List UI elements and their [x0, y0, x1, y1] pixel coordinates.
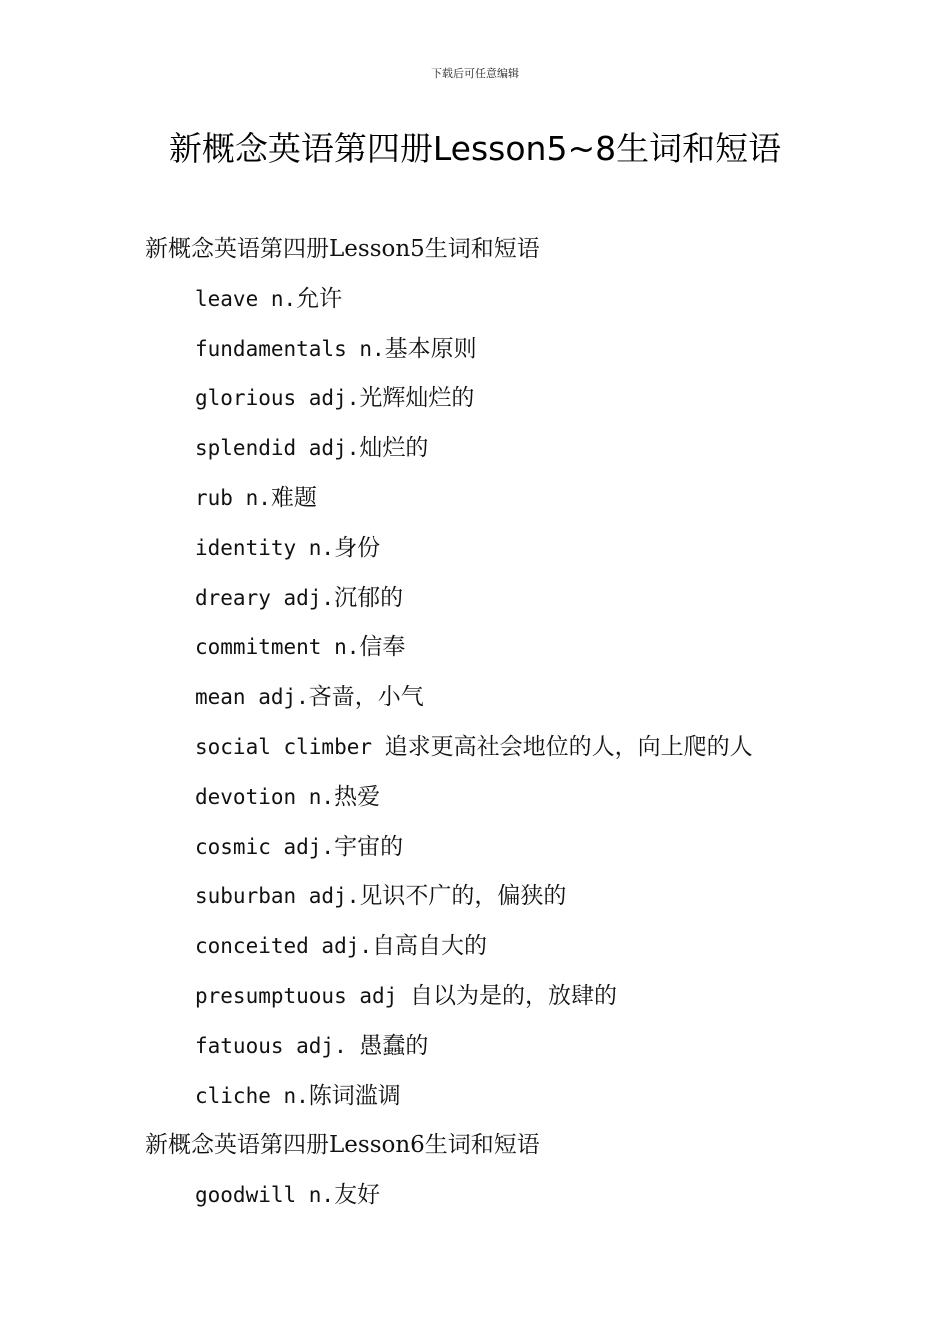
document-body	[145, 228, 865, 1224]
vocab-entry-commitment	[145, 626, 865, 676]
vocab-entry-rub	[145, 477, 865, 527]
vocab-entry-goodwill	[145, 1174, 865, 1224]
vocab-term: presumptuous adj	[195, 983, 410, 1008]
vocab-term: dreary adj.	[195, 585, 335, 610]
vocab-entry-cosmic	[145, 826, 865, 876]
vocab-term: splendid adj.	[195, 436, 360, 461]
vocab-definition: 允许	[296, 285, 343, 312]
vocab-definition: 陈词滥调	[308, 1082, 401, 1109]
vocab-term: social climber	[195, 734, 385, 759]
vocab-term: fundamentals n.	[195, 336, 385, 361]
document-title: 新概念英语第四册Lesson5~8生词和短语	[168, 129, 782, 168]
vocab-definition: 热爱	[334, 783, 381, 810]
vocab-definition: 难题	[270, 484, 317, 511]
vocab-entry-cliche	[145, 1075, 865, 1125]
vocab-entry-leave	[145, 278, 865, 328]
vocab-definition: 友好	[334, 1182, 381, 1209]
vocab-entry-glorious	[145, 377, 865, 427]
vocab-entry-dreary	[145, 577, 865, 627]
page-header-note: 下载后可任意编辑	[431, 67, 519, 80]
vocab-entry-identity	[145, 527, 865, 577]
section-heading-lesson6: 新概念英语第四册Lesson6生词和短语	[145, 1132, 540, 1159]
vocab-definition: 追求更高社会地位的人，向上爬的人	[384, 733, 753, 760]
vocab-term: mean adj.	[195, 685, 309, 710]
vocab-term: cosmic adj.	[195, 834, 335, 859]
vocab-term: leave n.	[195, 286, 297, 311]
vocab-term: rub n.	[195, 485, 271, 510]
vocab-entry-fatuous	[145, 1025, 865, 1075]
section-heading-lesson5: 新概念英语第四册Lesson5生词和短语	[145, 236, 540, 262]
vocab-definition: 吝啬，小气	[308, 684, 424, 711]
vocab-definition: 基本原则	[384, 335, 477, 362]
vocab-term: cliche n.	[195, 1083, 309, 1108]
vocab-term: conceited adj.	[195, 934, 373, 959]
vocab-definition: 愚蠢的	[359, 1032, 429, 1059]
vocab-entry-splendid	[145, 427, 865, 477]
vocab-term: goodwill n.	[195, 1183, 335, 1208]
vocab-definition: 宇宙的	[334, 833, 404, 860]
vocab-term: fatuous adj.	[195, 1033, 360, 1058]
vocab-term: identity n.	[195, 535, 335, 560]
vocab-definition: 沉郁的	[334, 584, 404, 611]
vocab-term: suburban adj.	[195, 884, 360, 909]
vocab-definition: 信奉	[359, 634, 406, 661]
vocab-definition: 自高自大的	[372, 933, 488, 960]
vocab-definition: 光辉灿烂的	[359, 385, 475, 412]
vocab-term: glorious adj.	[195, 386, 360, 411]
vocab-definition: 见识不广的，偏狭的	[359, 883, 567, 910]
vocab-definition: 自以为是的，放肆的	[409, 982, 617, 1009]
vocab-definition: 身份	[334, 534, 381, 561]
vocab-entry-social-climber	[145, 726, 865, 776]
vocab-entry-mean	[145, 676, 865, 726]
vocab-entry-conceited	[145, 925, 865, 975]
vocab-entry-presumptuous	[145, 975, 865, 1025]
vocab-entry-suburban	[145, 875, 865, 925]
vocab-entry-devotion	[145, 776, 865, 826]
vocab-term: commitment n.	[195, 635, 360, 660]
vocab-definition: 灿烂的	[359, 435, 429, 462]
vocab-term: devotion n.	[195, 784, 335, 809]
vocab-entry-fundamentals	[145, 328, 865, 378]
